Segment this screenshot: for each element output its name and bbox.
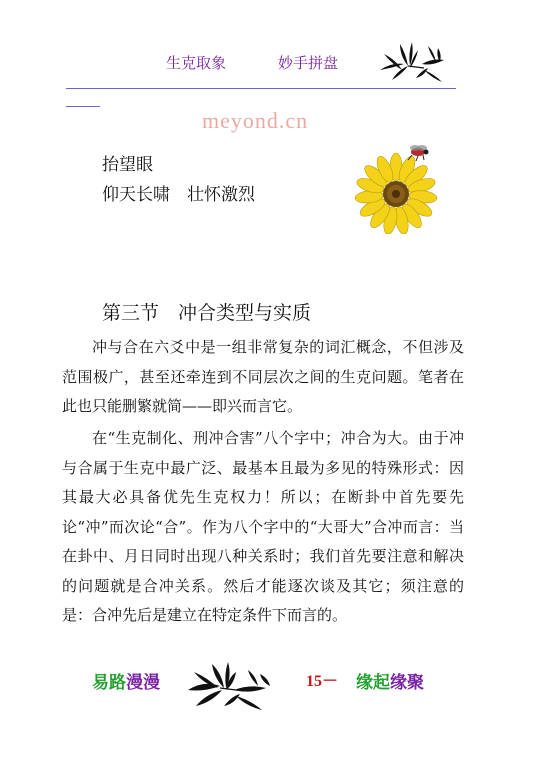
paragraph-2: 在“生克制化、刑冲合害”八个字中；冲合为大。由于冲与合属于生克中最广泛、最基本且最为多见的特殊形式：因其最大必具备优先生克权力！所以；在断卦中首先要先论“冲”而次论“合”。作为八个字中的“大哥大”合冲而言：当在卦中、月日同时出现八种关系时；我们首先要注意和解决的问题就是合冲关系。然后才能逐次谈及其它；须注意的是：合冲先后是建立在特定条件下而言的。: [62, 429, 464, 624]
footer-left-part2: 漫漫: [126, 673, 160, 693]
page-number: 15－: [306, 673, 339, 690]
header-left-title: 生克取象: [166, 54, 227, 72]
poem-line-1: 抬望眼: [102, 155, 153, 175]
section-title: 第三节 冲合类型与实质: [102, 302, 312, 324]
footer-right-part1: 缘起: [356, 673, 390, 693]
footer-left-part1: 易路: [92, 673, 126, 693]
header-rule-short: [66, 106, 100, 107]
header-right-title: 妙手拼盘: [278, 54, 339, 72]
paragraph-1: 冲与合在六爻中是一组非常复杂的词汇概念，不但涉及范围极广，甚至还牵连到不同层次之间的生克问题。笔者在此也只能删繁就简——即兴而言它。: [62, 338, 464, 415]
footer-right-part2: 缘聚: [390, 673, 424, 693]
footer-right-slogan: [356, 668, 424, 693]
leaf-branch-icon: [184, 660, 276, 712]
bamboo-leaves-icon: [378, 40, 448, 84]
header-rule: [66, 88, 456, 89]
poem-line-2: 仰天长啸 壮怀激烈: [102, 185, 255, 205]
footer-left-slogan: [92, 668, 160, 693]
sunflower-icon: [352, 144, 444, 234]
watermark: meyond.cn: [202, 108, 309, 133]
